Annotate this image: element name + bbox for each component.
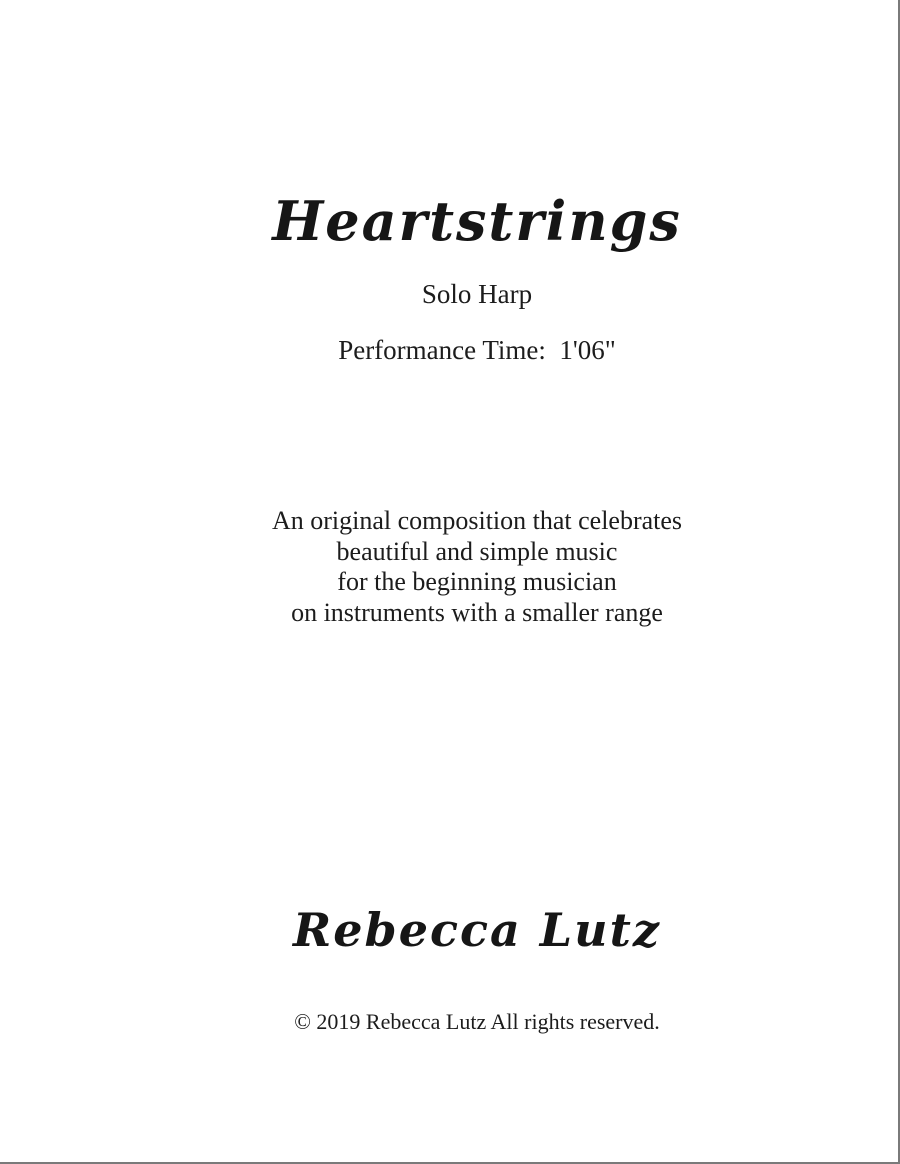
composer-name: Rebecca Lutz (293, 903, 661, 957)
description-block (56, 506, 898, 628)
description-line: for the beginning musician (337, 567, 617, 596)
description-line: beautiful and simple music (336, 536, 618, 566)
description-line: on instruments with a smaller range (291, 597, 663, 627)
cover-content (56, 0, 898, 1162)
copyright-notice: © 2019 Rebecca Lutz All rights reserved. (294, 1009, 660, 1034)
description-line: An original composition that celebrates (271, 506, 683, 535)
performance-time-label: Performance Time: 1'06" (338, 335, 616, 365)
instrumentation-label: Solo Harp (421, 279, 533, 309)
piece-title: Heartstrings (272, 189, 682, 253)
